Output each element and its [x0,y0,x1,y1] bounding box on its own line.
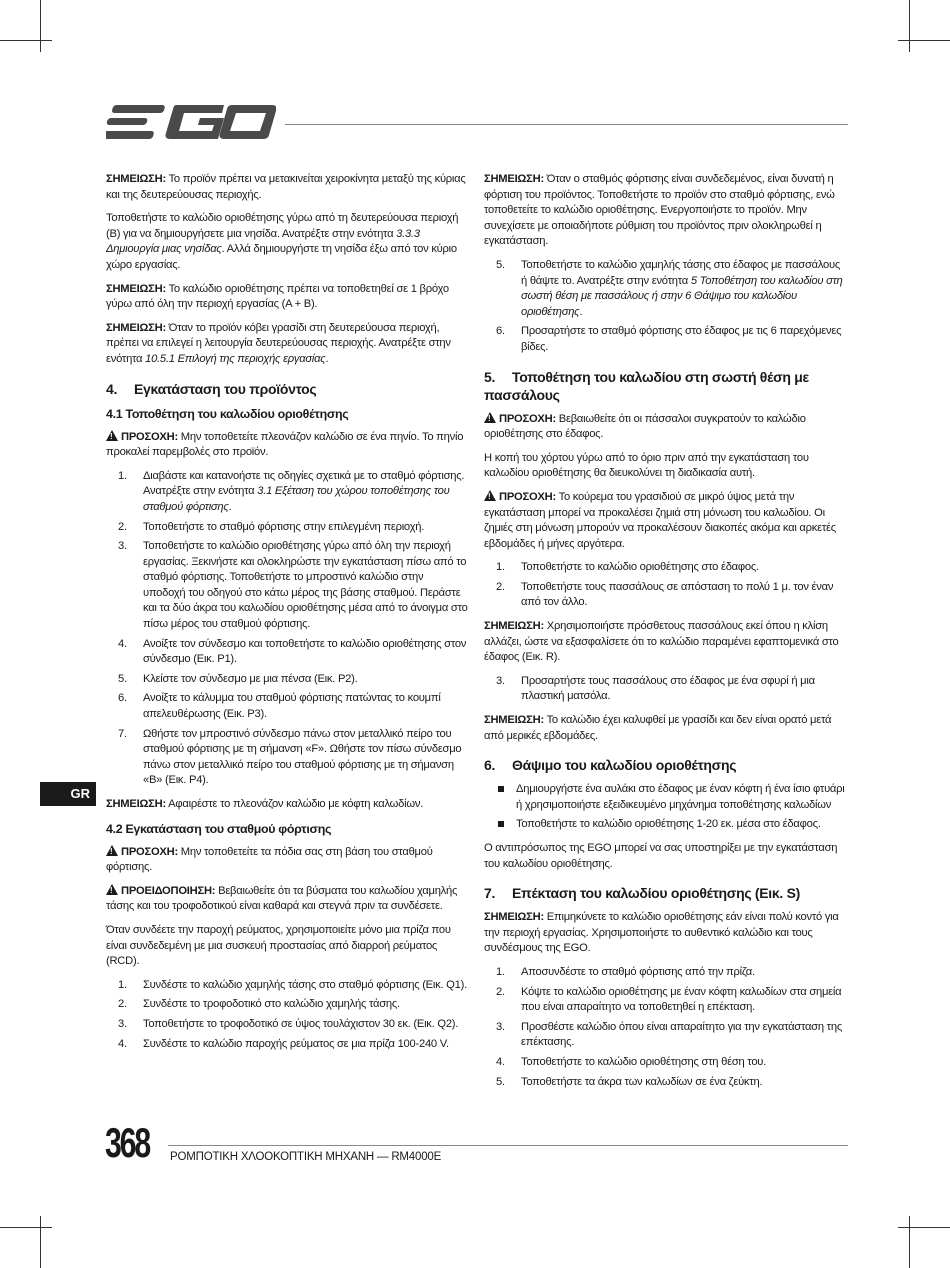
caution: !ΠΡΟΣΟΧΗ: Το κούρεμα του γρασιδιού σε μικρό ύψος μετά την εγκατάσταση μπορεί να προκαλέσει ζημιά στη μόνωση του καλωδίου. Οι ζημιές στη μόνωση μπορούν να προκαλέσουν διακοπές ακόμα και αρκετές εβδομάδες ή μήνες αργότερα. [484,490,848,552]
note: ΣΗΜΕΙΩΣΗ: Όταν το προϊόν κόβει γρασίδι στη δευτερεύουσα περιοχή, πρέπει να επιλεγεί η λειτουργία δευτερεύουσας περιοχής. Ανατρέξτε στην ενότητα 10.5.1 Επιλογή της περιοχής εργασίας. [106,321,451,365]
warning: !ΠΡΟΕΙΔΟΠΟΙΗΣΗ: Βεβαιωθείτε ότι τα βύσματα του καλωδίου χαμηλής τάσης και του τροφοδοτικού είναι καθαρά και στεγνά πριν τα συνδέσετε. [106,884,468,915]
paragraph: Η κοπή του χόρτου γύρω από το όριο πριν από την εγκατάσταση του καλωδίου οριοθέτησης θα διευκολύνει τη διαδικασία αυτή. [484,451,809,480]
list-item: 6. Προσαρτήστε το σταθμό φόρτισης στο έδαφος με τις 6 παρεχόμενες βίδες. [496,325,842,353]
section-heading: 5. Τοποθέτηση του καλωδίου στη σωστή θέση με πασσάλους [484,368,809,403]
footer-title: ΡΟΜΠΟΤΙΚΗ ΧΛΟΟΚΟΠΤΙΚΗ ΜΗΧΑΝΗ — RM4000E [170,1151,442,1163]
list-item: 4. Ανοίξτε τον σύνδεσμο και τοποθετήστε το καλώδιο οριοθέτησης στον σύνδεσμο (Εικ. P1). [118,637,467,666]
crop-mark [898,1227,950,1228]
crop-mark [898,40,950,41]
list-item: 5. Τοποθετήστε τα άκρα των καλωδίων σε ένα ζεύκτη. [496,1075,763,1088]
list-item: 2. Τοποθετήστε το σταθμό φόρτισης στην επιλεγμένη περιοχή. [118,520,425,533]
paragraph: Όταν συνδέετε την παροχή ρεύματος, χρησιμοποιείτε μόνο μια πρίζα που είναι συνδεδεμένη με μια συσκευή προστασίας από διαρροή ρεύματος (RCD). [106,923,451,968]
list-item: 4. Τοποθετήστε το καλώδιο οριοθέτησης στη θέση του. [496,1055,767,1068]
note: ΣΗΜΕΙΩΣΗ: Το προϊόν πρέπει να μετακινείται χειροκίνητα μεταξύ της κύριας και της δευτερεύουσας περιοχής. [106,173,466,201]
bullet-list [484,782,848,833]
caution: !ΠΡΟΣΟΧΗ: Βεβαιωθείτε ότι οι πάσσαλοι συγκρατούν το καλώδιο οριοθέτησης στο έδαφος. [484,412,848,443]
ego-logo [106,103,276,141]
paragraph: Τοποθετήστε το καλώδιο οριοθέτησης γύρω από τη δευτερεύουσα περιοχή (B) για να δημιουργήσετε μια νησίδα. Ανατρέξτε στην ενότητα 3.3.3 Δημιουργία μιας νησίδας. Αλλά δημιουργήστε τη νησίδα έξω από τον κύριο χώρο εργασίας. [106,212,459,271]
crop-mark [909,1216,910,1268]
right-column [484,172,848,1098]
list-item: 1. Αποσυνδέστε το σταθμό φόρτισης από την πρίζα. [496,965,755,978]
warning-icon [106,430,118,441]
warning-icon [106,845,118,856]
note: ΣΗΜΕΙΩΣΗ: Όταν ο σταθμός φόρτισης είναι συνδεδεμένος, είναι δυνατή η φόρτιση του προϊόντος. Τοποθετήστε το προϊόν στο σταθμό φόρτισης, ενώ τοποθετείτε το καλώδιο οριοθέτησης. Ενεργοποιήστε το προϊόν. Μην συνεχίσετε με οποιαδήποτε ρύθμιση του προϊόντος πριν ολοκληρωθεί η εγκατάσταση. [484,173,835,248]
footer-rule [168,1145,848,1146]
list-item: 3. Προσθέστε καλώδιο όπου είναι απαραίτητο για την εγκατάσταση της επέκτασης. [496,1020,842,1049]
list-item: 1. Τοποθετήστε το καλώδιο οριοθέτησης στο έδαφος. [496,561,759,574]
note: ΣΗΜΕΙΩΣΗ: Το καλώδιο έχει καλυφθεί με γρασίδι και δεν είναι ορατό μετά από μερικές εβδομάδες. [484,714,832,742]
steps-list [484,560,848,611]
list-item: 2. Συνδέστε το τροφοδοτικό στο καλώδιο χαμηλής τάσης. [118,998,400,1011]
language-tab: GR [40,782,96,806]
steps-list [484,674,848,705]
list-item: 1. Συνδέστε το καλώδιο χαμηλής τάσης στο σταθμό φόρτισης (Εικ. Q1). [118,978,467,991]
list-item: 4. Συνδέστε το καλώδιο παροχής ρεύματος σε μια πρίζα 100-240 V. [118,1037,449,1050]
subsection-heading: 4.2 Εγκατάσταση του σταθμού φόρτισης [106,821,332,836]
caution: !ΠΡΟΣΟΧΗ: Μην τοποθετείτε τα πόδια σας στη βάση του σταθμού φόρτισης. [106,845,468,876]
warning-icon [106,884,118,895]
warning-icon [484,412,496,423]
list-item: 5. Κλείστε τον σύνδεσμο με μια πένσα (Εικ. P2). [118,672,358,685]
note: ΣΗΜΕΙΩΣΗ: Χρησιμοποιήστε πρόσθετους πασσάλους εκεί όπου η κλίση αλλάζει, ώστε να εξασφαλίσετε ότι το καλώδιο παραμένει εφαπτομενικά στο έδαφος (Εικ. R). [484,620,839,664]
warning-icon [484,490,496,501]
steps-list [106,469,468,789]
note: ΣΗΜΕΙΩΣΗ: Το καλώδιο οριοθέτησης πρέπει να τοποθετηθεί σε 1 βρόχο γύρω από όλη την περιοχή εργασίας (A + B). [106,282,449,311]
left-column [106,172,468,1060]
list-item: 7. Ωθήστε τον μπροστινό σύνδεσμο πάνω στον μεταλλικό πείρο του σταθμού φόρτισης με τη σήμανση «F». Ωθήστε τον πίσω σύνδεσμο πάνω στον μεταλλικό πείρο του σταθμού φόρτισης με τη σήμανση «B» (Εικ. P4). [118,727,462,787]
list-item: 2. Τοποθετήστε τους πασσάλους σε απόσταση το πολύ 1 μ. τον έναν από τον άλλο. [496,580,834,609]
list-item: 2. Κόψτε το καλώδιο οριοθέτησης με έναν κόφτη καλωδίων στα σημεία που είναι απαραίτητο να τοποθετηθεί η επέκταση. [496,985,842,1014]
list-item: 1. Διαβάστε και κατανοήστε τις οδηγίες σχετικά με το σταθμό φόρτισης. Ανατρέξτε στην ενότητα 3.1 Εξέταση του χώρου τοποθέτησης του σταθμού φόρτισης. [118,469,465,513]
subsection-heading: 4.1 Τοποθέτηση του καλωδίου οριοθέτησης [106,406,349,421]
caution: !ΠΡΟΣΟΧΗ: Μην τοποθετείτε πλεονάζον καλώδιο σε ένα πηνίο. Το πηνίο προκαλεί παρεμβολές στο προϊόν. [106,430,468,461]
steps-list [106,978,468,1052]
section-heading: 4. Εγκατάσταση του προϊόντος [106,380,317,397]
crop-mark [0,40,52,41]
section-heading: 7. Επέκταση του καλωδίου οριοθέτησης (Εικ. S) [484,885,800,902]
paragraph: Ο αντιπρόσωπος της EGO μπορεί να σας υποστηρίξει με την εγκατάσταση του καλωδίου οριοθέτησης. [484,842,838,870]
crop-mark [40,1216,41,1268]
steps-list [484,965,848,1090]
steps-list [484,258,848,356]
page-number: 368 [105,1119,149,1166]
note: ΣΗΜΕΙΩΣΗ: Επιμηκύνετε το καλώδιο οριοθέτησης εάν είναι πολύ κοντό για την περιοχή εργασίας. Χρησιμοποιήστε το αυθεντικό καλώδιο και τους συνδέσμους της EGO. [484,911,839,955]
list-item: 3. Τοποθετήστε το τροφοδοτικό σε ύψος τουλάχιστον 30 εκ. (Εικ. Q2). [118,1017,459,1030]
list-item: 3. Τοποθετήστε το καλώδιο οριοθέτησης γύρω από όλη την περιοχή εργασίας. Ξεκινήστε και ολοκληρώστε την εγκατάσταση πίσω από το σταθμό φόρτισης. Τοποθετήστε το μπροστινό καλώδιο στην υποδοχή του οδηγού στο κάτω μέρος της βάσης σταθμού. Περάστε και τα δύο άκρα του καλωδίου οριοθέτησης μέσα από το άνοιγμα στο πίσω μέρος του σταθμού φόρτισης. [118,540,468,631]
list-item: 3. Προσαρτήστε τους πασσάλους στο έδαφος με ένα σφυρί ή μια πλαστική ματσόλα. [496,674,815,703]
list-item: Δημιουργήστε ένα αυλάκι στο έδαφος με έναν κόφτη ή ένα ίσιο φτυάρι ή χρησιμοποιήστε εξειδικευμένο μηχάνημα τοποθέτησης καλωδίων [484,782,848,813]
crop-mark [909,0,910,52]
list-item: Τοποθετήστε το καλώδιο οριοθέτησης 1-20 εκ. μέσα στο έδαφος. [484,817,848,833]
section-heading: 6. Θάψιμο του καλωδίου οριοθέτησης [484,757,737,774]
header-rule [285,124,848,125]
list-item: 5. Τοποθετήστε το καλώδιο χαμηλής τάσης στο έδαφος με πασσάλους ή θάψτε το. Ανατρέξτε στην ενότητα 5 Τοποθέτηση του καλωδίου στη σωστή θέση με πασσάλους ή στην 6 Θάψιμο του καλωδίου οριοθέτησης. [496,258,843,318]
crop-mark [0,1227,52,1228]
crop-mark [40,0,41,52]
note: ΣΗΜΕΙΩΣΗ: Αφαιρέστε το πλεονάζον καλώδιο με κόφτη καλωδίων. [106,798,424,810]
list-item: 6. Ανοίξτε το κάλυμμα του σταθμού φόρτισης πατώντας το κουμπί απελευθέρωσης (Εικ. P3). [118,692,441,721]
